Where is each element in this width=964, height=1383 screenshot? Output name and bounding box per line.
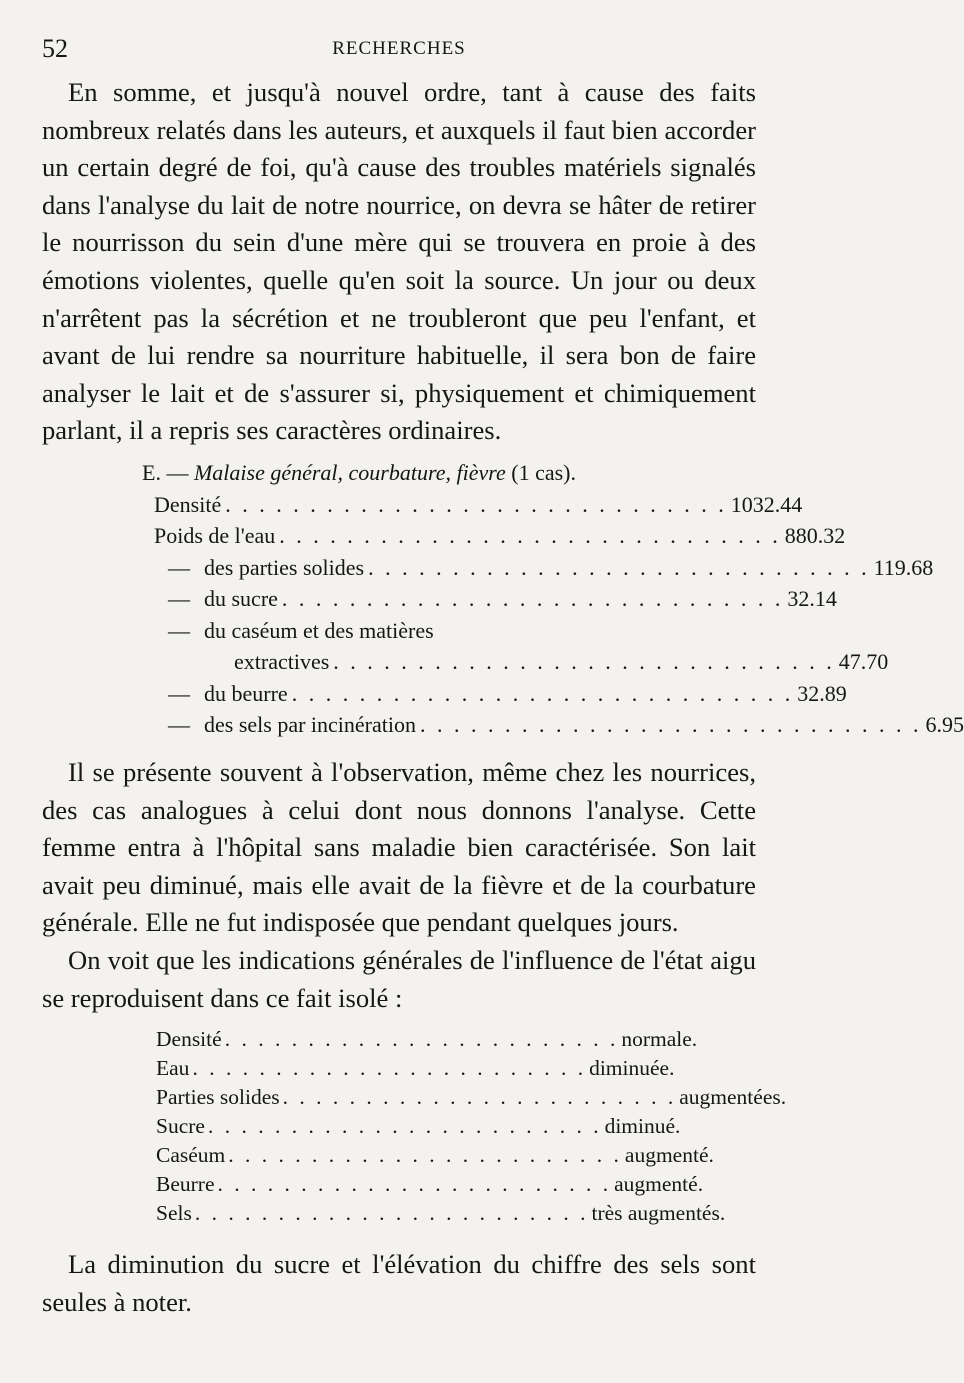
analysis-label-text: du beurre [204, 680, 288, 706]
paragraph-conclusion: En somme, et jusqu'à nouvel ordre, tant à cause des faits nombreux relatés dans les auteurs, et auxquels il faut bien accorder un certain degré de foi, qu'à cause des troubles matériels signalés dans l'analyse du lait de notre nourrice, on devra se hâter de retirer le nourrisson du sein d'une mère qui se trouvera en proie à des émotions violentes, quelle qu'en soit la source. Un jour ou deux n'arrêtent pas la sécrétion et ne troubleront que peu l'enfant, et avant de lui rendre sa nourriture habituelle, il sera bon de faire analyser le lait et de s'assurer si, physiquement et chimiquement parlant, il a repris ses caractères ordinaires. [42, 77, 756, 446]
summary-row [156, 1056, 675, 1085]
analysis-label-text: du caséum et des matières [204, 617, 434, 643]
paragraph-final: La diminution du sucre et l'élévation du chiffre des sels sont seules à noter. [42, 1249, 756, 1317]
section-cases: (1 cas). [511, 459, 576, 485]
leader-dots: . . . . . . . . . . . . . . . . . . . . . . . . [228, 1143, 622, 1168]
leader-dots: . . . . . . . . . . . . . . . . . . . . . . . . . . . . . . [420, 712, 922, 738]
leader-dots: . . . . . . . . . . . . . . . . . . . . . . . . . . . . . . [333, 649, 835, 675]
leader-dots: . . . . . . . . . . . . . . . . . . . . . . . . [217, 1172, 612, 1197]
leader-dots: . . . . . . . . . . . . . . . . . . . . . . . . . . . . . . [291, 680, 794, 706]
page-number: 52 [42, 34, 68, 63]
analysis-row [154, 712, 964, 744]
leader-dots: . . . . . . . . . . . . . . . . . . . . . . . . . . . . . . [279, 523, 781, 549]
summary-label: Caséum [156, 1143, 226, 1168]
analysis-row [154, 618, 694, 650]
analysis-label [154, 586, 278, 612]
analysis-value: 47.70 [838, 649, 889, 675]
running-head: RECHERCHES [332, 38, 466, 59]
summary-label: Sucre [156, 1114, 205, 1139]
paragraph-observation: Il se présente souvent à l'observation, même chez les nourrices, des cas analogues à celui dont nous donnons l'analyse. Cette femme entra à l'hôpital sans maladie bien caractérisée. Son lait avait peu diminué, mais elle avait de la fièvre et de la courbature générale. Elle ne fut indisposée que pendant quelques jours. [42, 756, 756, 938]
analysis-dash: — [168, 712, 190, 738]
analysis-label-text: Densité [154, 491, 222, 517]
summary-label: Parties solides [156, 1085, 280, 1110]
section-title [142, 458, 756, 488]
analysis-label [154, 555, 364, 581]
analysis-label-text: extractives [234, 649, 330, 675]
analysis-value: 32.89 [797, 680, 847, 706]
analysis-dash: — [168, 586, 190, 612]
summary-label: Eau [156, 1056, 190, 1081]
summary-value: diminuée. [589, 1056, 675, 1081]
analysis-dash: — [168, 680, 190, 706]
section-title-text: Malaise général, courbature, fièvre [193, 459, 506, 485]
analysis-label-text: Poids de l'eau [154, 523, 276, 549]
section-letter: E. — [142, 459, 189, 485]
analysis-label-text: du sucre [204, 586, 278, 612]
leader-dots: . . . . . . . . . . . . . . . . . . . . . . . . . . . . . . [225, 491, 727, 517]
analysis-label-text: des sels par incinération [204, 712, 416, 738]
summary-row [156, 1143, 714, 1172]
summary-row [156, 1085, 787, 1114]
summary-value: normale. [621, 1027, 698, 1052]
analysis-table [154, 491, 964, 744]
analysis-label [154, 618, 434, 644]
analysis-label-text: des parties solides [204, 554, 365, 580]
analysis-label [154, 523, 275, 549]
summary-value: augmenté. [624, 1143, 714, 1168]
summary-row [156, 1201, 726, 1230]
summary-label: Sels [156, 1201, 192, 1226]
summary-row [156, 1172, 704, 1201]
analysis-row [154, 586, 837, 618]
leader-dots: . . . . . . . . . . . . . . . . . . . . . . . . [224, 1027, 619, 1052]
analysis-label [154, 492, 221, 518]
analysis-value: 119.68 [873, 554, 934, 580]
analysis-row [154, 523, 846, 555]
analysis-label [154, 649, 329, 675]
summary-table [156, 1027, 787, 1230]
page-header [42, 34, 756, 68]
leader-dots: . . . . . . . . . . . . . . . . . . . . . . . . [282, 1085, 677, 1110]
summary-value: diminué. [604, 1114, 681, 1139]
analysis-row [154, 649, 889, 681]
summary-row [156, 1027, 698, 1056]
analysis-value: 32.14 [787, 586, 837, 612]
analysis-value: 880.32 [784, 523, 846, 549]
analysis-row [154, 491, 803, 524]
summary-label: Densité [156, 1027, 222, 1052]
summary-value: très augmentés. [591, 1201, 726, 1226]
analysis-dash: — [168, 617, 190, 643]
summary-value: augmentées. [679, 1085, 787, 1110]
analysis-row [154, 554, 934, 587]
summary-value: augmenté. [614, 1172, 704, 1197]
leader-dots: . . . . . . . . . . . . . . . . . . . . . . . . . . . . . . [281, 586, 784, 612]
analysis-value: 1032.44 [730, 491, 803, 517]
leader-dots: . . . . . . . . . . . . . . . . . . . . . . . . [194, 1201, 589, 1226]
leader-dots: . . . . . . . . . . . . . . . . . . . . . . . . [207, 1114, 602, 1139]
leader-dots: . . . . . . . . . . . . . . . . . . . . . . . . [192, 1056, 587, 1081]
analysis-dash: — [168, 554, 190, 580]
analysis-label [154, 712, 416, 738]
leader-dots: . . . . . . . . . . . . . . . . . . . . . . . . . . . . . . [368, 554, 870, 580]
analysis-value: 6.95 [925, 712, 964, 738]
summary-label: Beurre [156, 1172, 215, 1197]
analysis-row [154, 680, 847, 713]
analysis-label [154, 681, 288, 707]
paragraph-indications: On voit que les indications générales de l'influence de l'état aigu se reproduisent dans ce fait isolé : [42, 944, 756, 1013]
summary-row [156, 1114, 681, 1143]
